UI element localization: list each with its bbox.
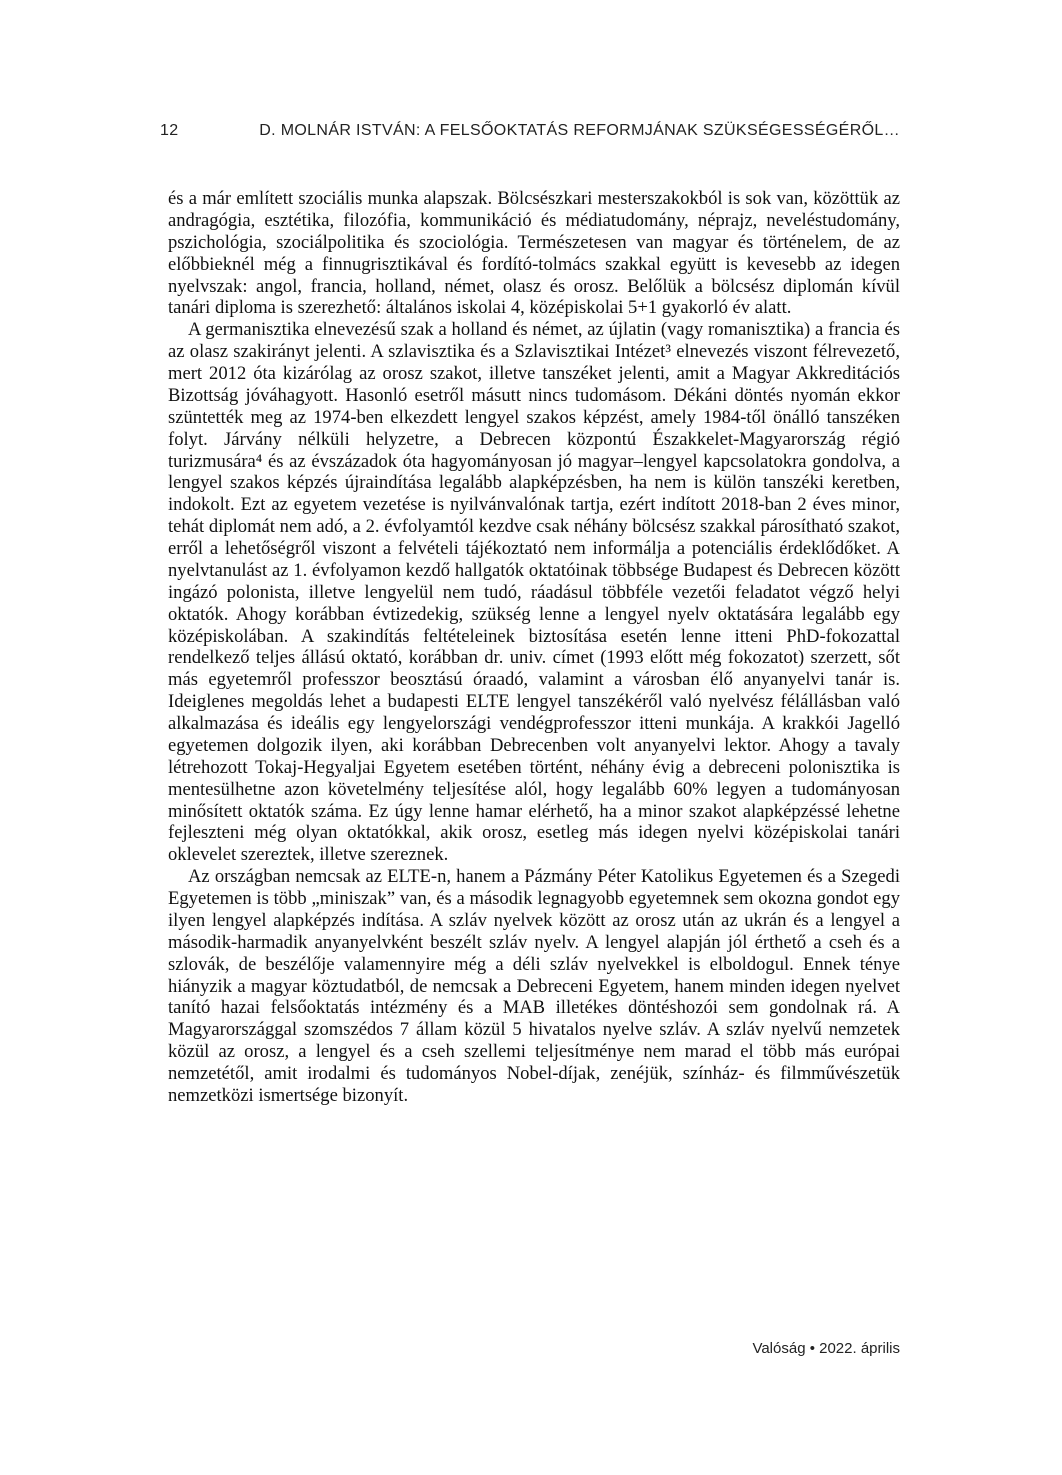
paragraph: és a már említett szociális munka alapszak. Bölcsészkari mesterszakokból is sok van, közöttük az andragógia, esztétika, filozófia, kommunikáció és médiatudomány, néprajz, neveléstudomány, pszichológia, szociálpolitika és szociológia. Természetesen van magyar és történelem, de az előbbieknél még a finnugrisztikával és fordító-tolmács szakkal együtt is kevesebb az idegen nyelvszak: angol, francia, holland, német, olasz és orosz. Belőlük a bölcsész diplomán kívül tanári diploma is szerezhető: általános iskolai 4, középiskolai 5+1 gyakorló év alatt. xyxy=(168,188,900,319)
publication-footer: Valóság • 2022. április xyxy=(752,1340,900,1357)
paragraph: A germanisztika elnevezésű szak a holland és német, az újlatin (vagy romanisztika) a francia és az olasz szakirányt jelenti. A szlavisztika és a Szlavisztikai Intézet³ elnevezés viszont félrevezető, mert 2012 óta kizárólag az orosz szakot, illetve tanszéket jelenti, amit a Magyar Akkreditációs Bizottság jóváhagyott. Hasonló esetről másutt nincs tudomásom. Dékáni döntés nyomán ekkor szüntették meg az 1974-ben elkezdett lengyel szakos képzést, amely 1984-től önálló tanszéken folyt. Járvány nélküli helyzetre, a Debrecen központú Északkelet-Magyarország régió turizmusára⁴ és az évszázadok óta hagyományosan jó magyar–lengyel kapcsolatokra gondolva, a lengyel szakos képzés újraindítása legalább alapképzésben, ha nem is külön tanszéki keretben, indokolt. Ezt az egyetem vezetése is nyilvánvalónak tartja, ezért indított 2018-ban 2 éves minor, tehát diplomát nem adó, a 2. évfolyamtól kezdve csak néhány bölcsész szakkal párosítható szakot, erről a lehetőségről viszont a felvételi tájékoztató nem informálja a potenciális érdeklődőket. A nyelvtanulást az 1. évfolyamon kezdő hallgatók oktatóinak többsége Budapest és Debrecen között ingázó polonista, illetve lengyelül nem tudó, ráadásul többféle vezetői feladatot végző helyi oktatók. Ahogy korábban évtizedekig, szükség lenne a lengyel nyelv oktatására legalább egy középiskolában. A szakindítás feltételeinek biztosítása esetén lenne itteni PhD-fokozattal rendelkező teljes állású oktató, korábban dr. univ. címet (1993 előtt még fokozatot) szerzett, sőt más egyetemről professzor beosztású óraadó, valamint a városban élő anyanyelvi tanár is. Ideiglenes megoldás lehet a budapesti ELTE lengyel tanszékéről való nyelvész félállásban való alkalmazása és ideális egy lengyelországi vendégprofesszor itteni munkája. A krakkói Jagelló egyetemen dolgozik ilyen, aki korábban Debrecenben volt anyanyelvi lektor. Ahogy a tavaly létrehozott Tokaj-Hegyaljai Egyetem esetében történt, néhány évig a debreceni polonisztika is mentesülhetne azon követelmény teljesítése alól, hogy legalább 60% legyen a tudományosan minősített oktatók száma. Ez úgy lenne hamar elérhető, ha a minor szakot alapképzéssé lehetne fejleszteni még olyan oktatókkal, akik orosz, esetleg más idegen nyelvi középiskolai tanári oklevelet szereztek, illetve szereznek. xyxy=(168,319,900,866)
paragraph: Az országban nemcsak az ELTE-n, hanem a Pázmány Péter Katolikus Egyetemen és a Szegedi Egyetemen is több „miniszak” van, és a második legnagyobb egyetemnek sem okozna gondot egy ilyen lengyel alapképzés indítása. A szláv nyelvek között az orosz után az ukrán és a lengyel a második-harmadik anyanyelvként beszélt szláv nyelv. A lengyel alapján jól érthető a cseh és a szlovák, de beszélője valamennyire még a déli szláv nyelvekkel is elboldogul. Ennek ténye hiányzik a magyar köztudatból, de nemcsak a Debreceni Egyetem, hanem minden idegen nyelvet tanító hazai felsőoktatás intézmény és a MAB illetékes döntéshozói sem gondolnak rá. A Magyarországgal szomszédos 7 állam közül 5 hivatalos nyelve szláv. A szláv nyelvű nemzetek közül az orosz, a lengyel és a cseh szellemi teljesítménye nem marad el több más európai nemzetétől, amit irodalmi és tudományos Nobel-díjak, zenéjük, színház- és filmművészetük nemzetközi ismertsége bizonyít. xyxy=(168,866,900,1106)
running-header xyxy=(160,122,900,144)
running-title: D. MOLNÁR ISTVÁN: A FELSŐOKTATÁS REFORMJÁNAK SZÜKSÉGESSÉGÉRŐL… xyxy=(259,122,900,139)
page-number: 12 xyxy=(160,122,179,139)
article-body xyxy=(168,188,900,1107)
